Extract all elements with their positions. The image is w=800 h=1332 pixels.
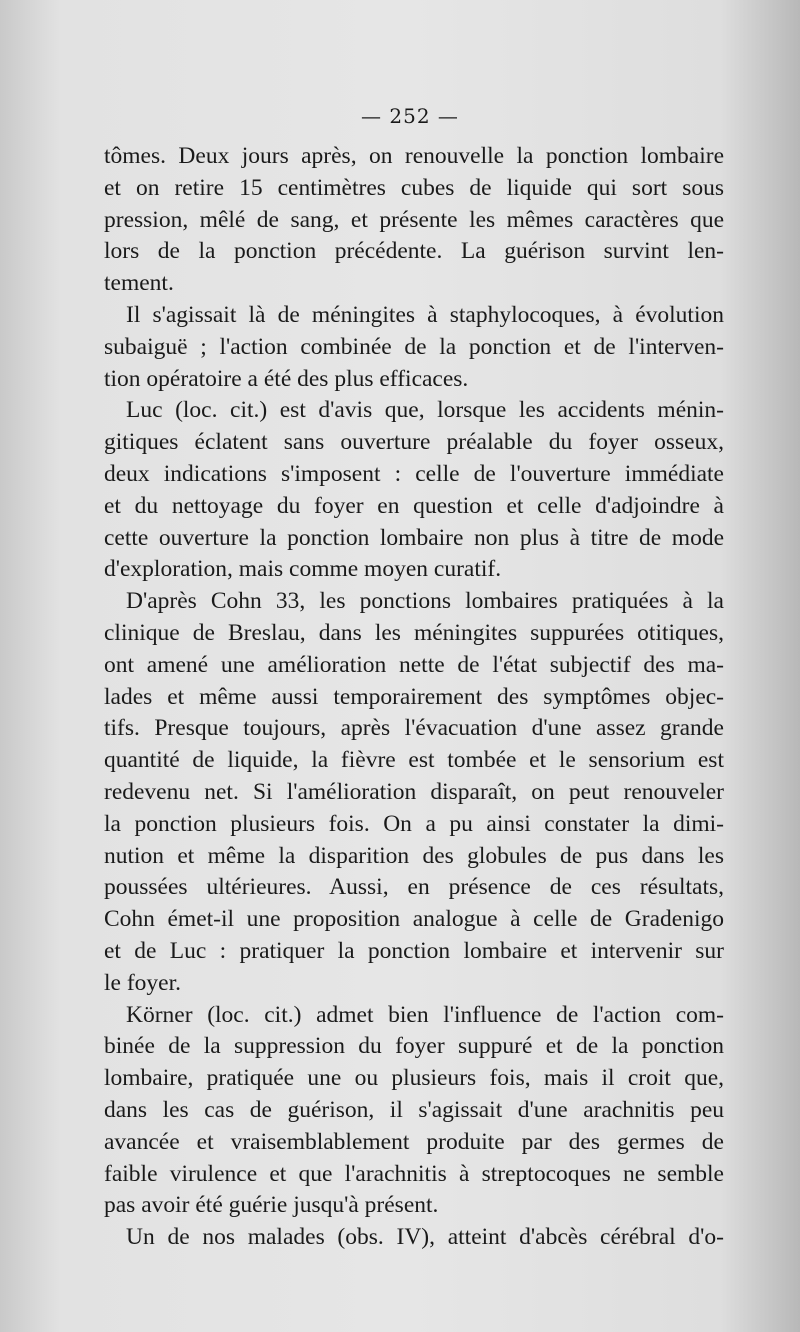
paragraph: [104, 586, 724, 999]
paragraph: [104, 141, 724, 300]
text-line: pas avoir été guérie jusqu'à présent.: [104, 1192, 439, 1219]
text-line: dans les cas de guérison, il s'agissait d'une arachnitis peu: [104, 1096, 724, 1123]
text-line: avancée et vraisemblablement produite par des germes de: [104, 1128, 724, 1155]
paragraph: [104, 1000, 724, 1223]
paragraph: [104, 1222, 724, 1254]
text-line: tifs. Presque toujours, après l'évacuation d'une assez grande: [104, 715, 724, 742]
text-line: tômes. Deux jours après, on renouvelle la ponction lombaire: [104, 143, 724, 169]
text-line: Luc (loc. cit.) est d'avis que, lorsque les accidents ménin-: [126, 397, 724, 424]
text-line: le foyer.: [104, 969, 181, 996]
text-line: binée de la suppression du foyer suppuré et de la ponction: [104, 1033, 724, 1060]
text-line: pression, mêlé de sang, et présente les mêmes caractères que: [104, 206, 724, 233]
text-line: faible virulence et que l'arachnitis à streptocoques ne semble: [104, 1160, 724, 1187]
text-line: et on retire 15 centimètres cubes de liquide qui sort sous: [104, 174, 724, 201]
paragraph: [104, 300, 724, 395]
text-line: et du nettoyage du foyer en question et celle d'adjoindre à: [104, 492, 724, 519]
text-line: la ponction plusieurs fois. On a pu ainsi constater la dimi-: [104, 810, 724, 837]
text-line: gitiques éclatent sans ouverture préalable du foyer osseux,: [104, 429, 724, 456]
text-line: Un de nos malades (obs. IV), atteint d'abcès cérébral d'o-: [126, 1224, 724, 1251]
text-line: lades et même aussi temporairement des symptômes objec-: [104, 683, 724, 710]
text-line: tement.: [104, 270, 174, 297]
text-line: ont amené une amélioration nette de l'état subjectif des ma-: [104, 651, 724, 678]
text-line: D'après Cohn 33, les ponctions lombaires pratiquées à la: [126, 588, 724, 615]
text-line: deux indications s'imposent : celle de l'ouverture immédiate: [104, 460, 724, 487]
text-line: Il s'agissait là de méningites à staphylocoques, à évolution: [126, 301, 724, 328]
page-number: — 252 —: [361, 104, 459, 128]
text-line: Cohn émet-il une proposition analogue à celle de Gradenigo: [104, 906, 724, 933]
text-line: quantité de liquide, la fièvre est tombée et le sensorium est: [104, 747, 724, 774]
text-line: cette ouverture la ponction lombaire non plus à titre de mode: [104, 524, 724, 551]
body-text: [104, 141, 724, 1254]
text-line: et de Luc : pratiquer la ponction lombaire et intervenir sur: [104, 937, 724, 964]
text-line: clinique de Breslau, dans les méningites suppurées otitiques,: [104, 619, 724, 646]
text-line: lombaire, pratiquée une ou plusieurs fois, mais il croit que,: [104, 1065, 724, 1092]
text-line: Körner (loc. cit.) admet bien l'influence de l'action com-: [126, 1001, 724, 1028]
text-line: nution et même la disparition des globules de pus dans les: [104, 842, 724, 869]
paragraph: [104, 395, 724, 586]
text-line: redevenu net. Si l'amélioration disparaît, on peut renouveler: [104, 778, 724, 805]
text-line: lors de la ponction précédente. La guérison survint len-: [104, 238, 724, 265]
text-line: d'exploration, mais comme moyen curatif.: [104, 556, 502, 583]
text-line: poussées ultérieures. Aussi, en présence de ces résultats,: [104, 874, 724, 901]
text-line: subaiguë ; l'action combinée de la ponction et de l'interven-: [104, 333, 724, 360]
text-line: tion opératoire a été des plus efficaces.: [104, 365, 469, 392]
